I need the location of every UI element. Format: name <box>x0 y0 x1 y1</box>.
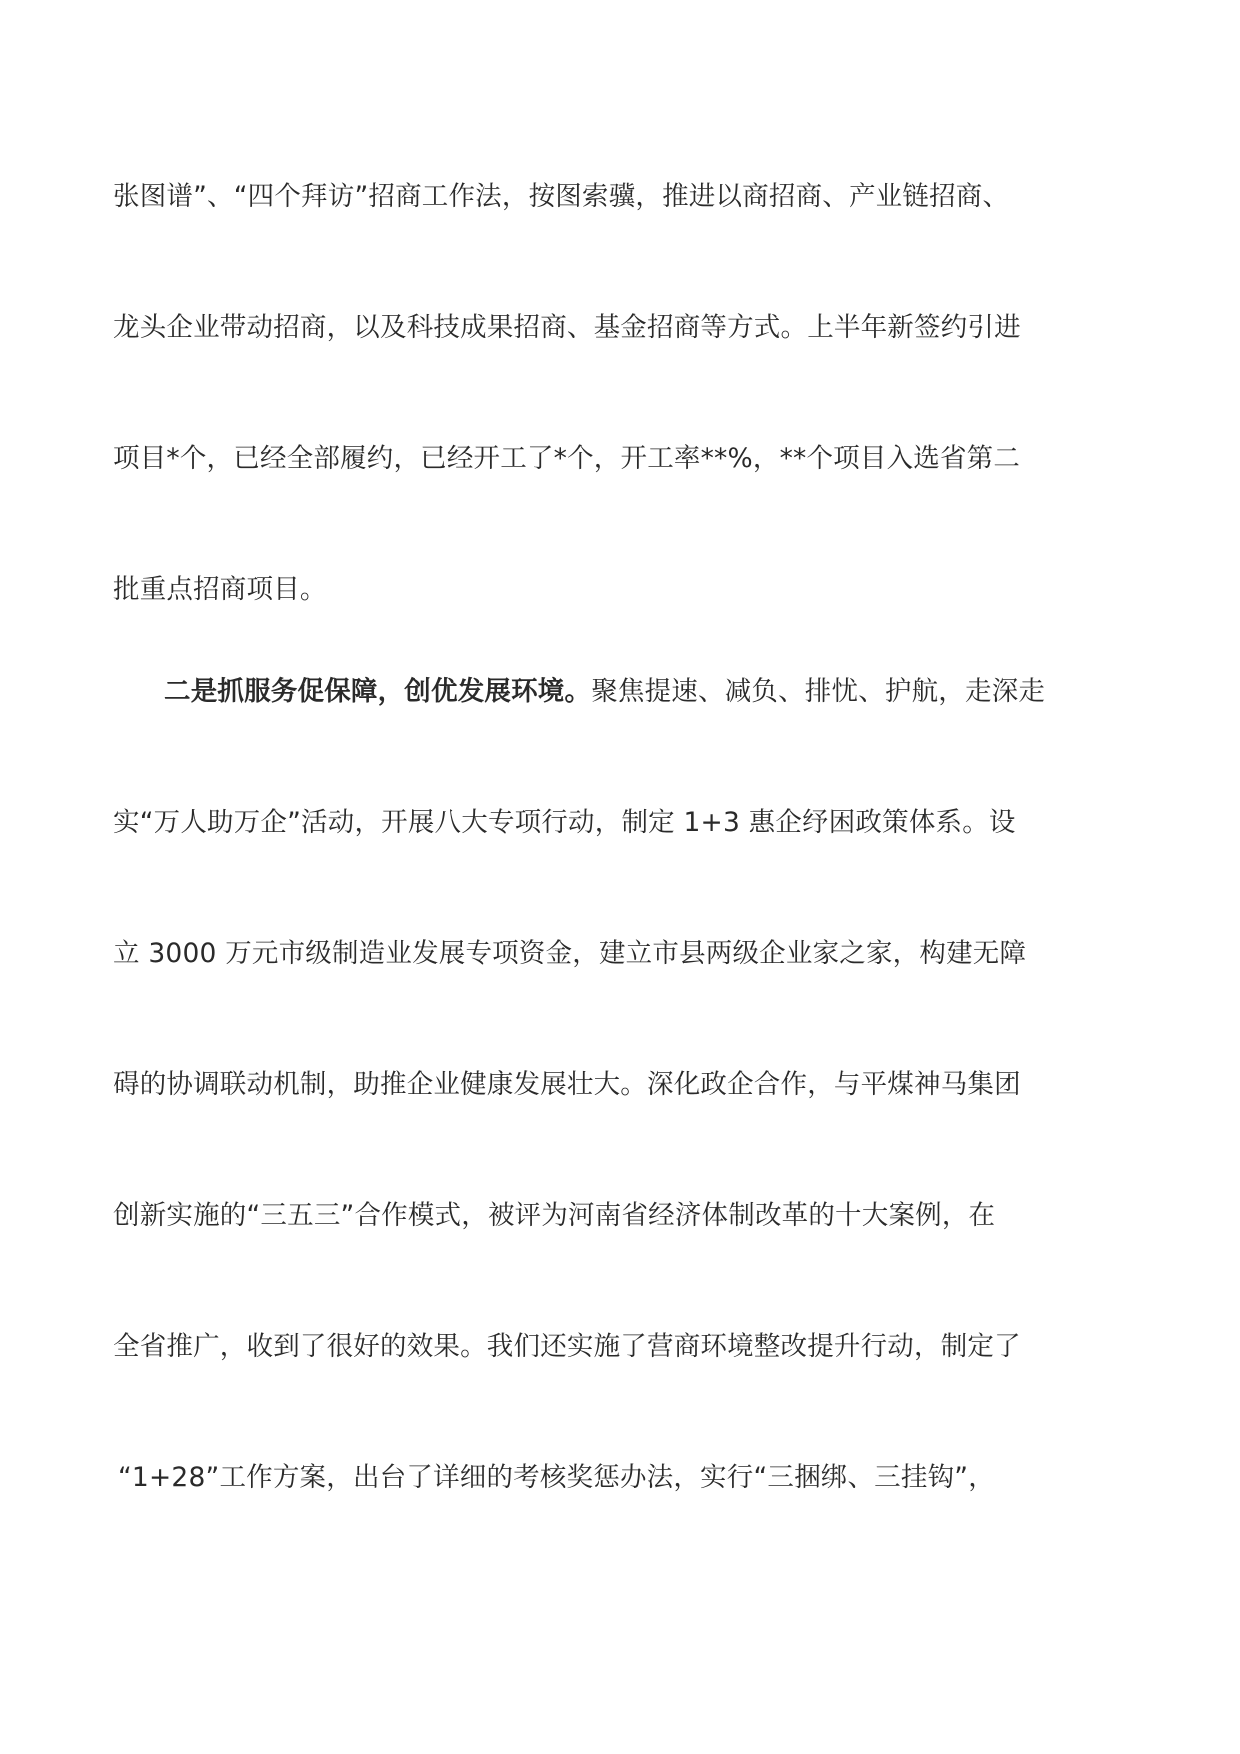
text-line: 张图谱”、“四个拜访”招商工作法，按图索骥，推进以商招商、产业链招商、 <box>113 181 1010 212</box>
text-line: 批重点招商项目。 <box>113 574 327 605</box>
paragraph-2-first-line-text: 聚焦提速、减负、排忧、护航，走深走 <box>591 676 1046 707</box>
text-line: 创新实施的“三五三”合作模式，被评为河南省经济体制改革的十大案例，在 <box>113 1200 996 1231</box>
paragraph-2-heading: 二是抓服务促保障，创优发展环境。 <box>164 676 592 707</box>
text-line: 龙头企业带动招商，以及科技成果招商、基金招商等方式。上半年新签约引进 <box>113 312 1021 343</box>
text-line: 全省推广，收到了很好的效果。我们还实施了营商环境整改提升行动，制定了 <box>113 1331 1021 1362</box>
text-line: 碍的协调联动机制，助推企业健康发展壮大。深化政企合作，与平煤神马集团 <box>113 1069 1021 1100</box>
text-line: 项目*个，已经全部履约，已经开工了*个，开工率**%，**个项目入选省第二 <box>113 443 1021 474</box>
text-line: 实“万人助万企”活动，开展八大专项行动，制定 1+3 惠企纾困政策体系。设 <box>113 807 1016 838</box>
text-line: “1+28”工作方案，出台了详细的考核奖惩办法，实行“三捆绑、三挂钩”， <box>118 1462 995 1493</box>
paragraph-2-first-line <box>164 675 1045 709</box>
text-line: 立 3000 万元市级制造业发展专项资金，建立市县两级企业家之家，构建无障 <box>113 938 1027 969</box>
